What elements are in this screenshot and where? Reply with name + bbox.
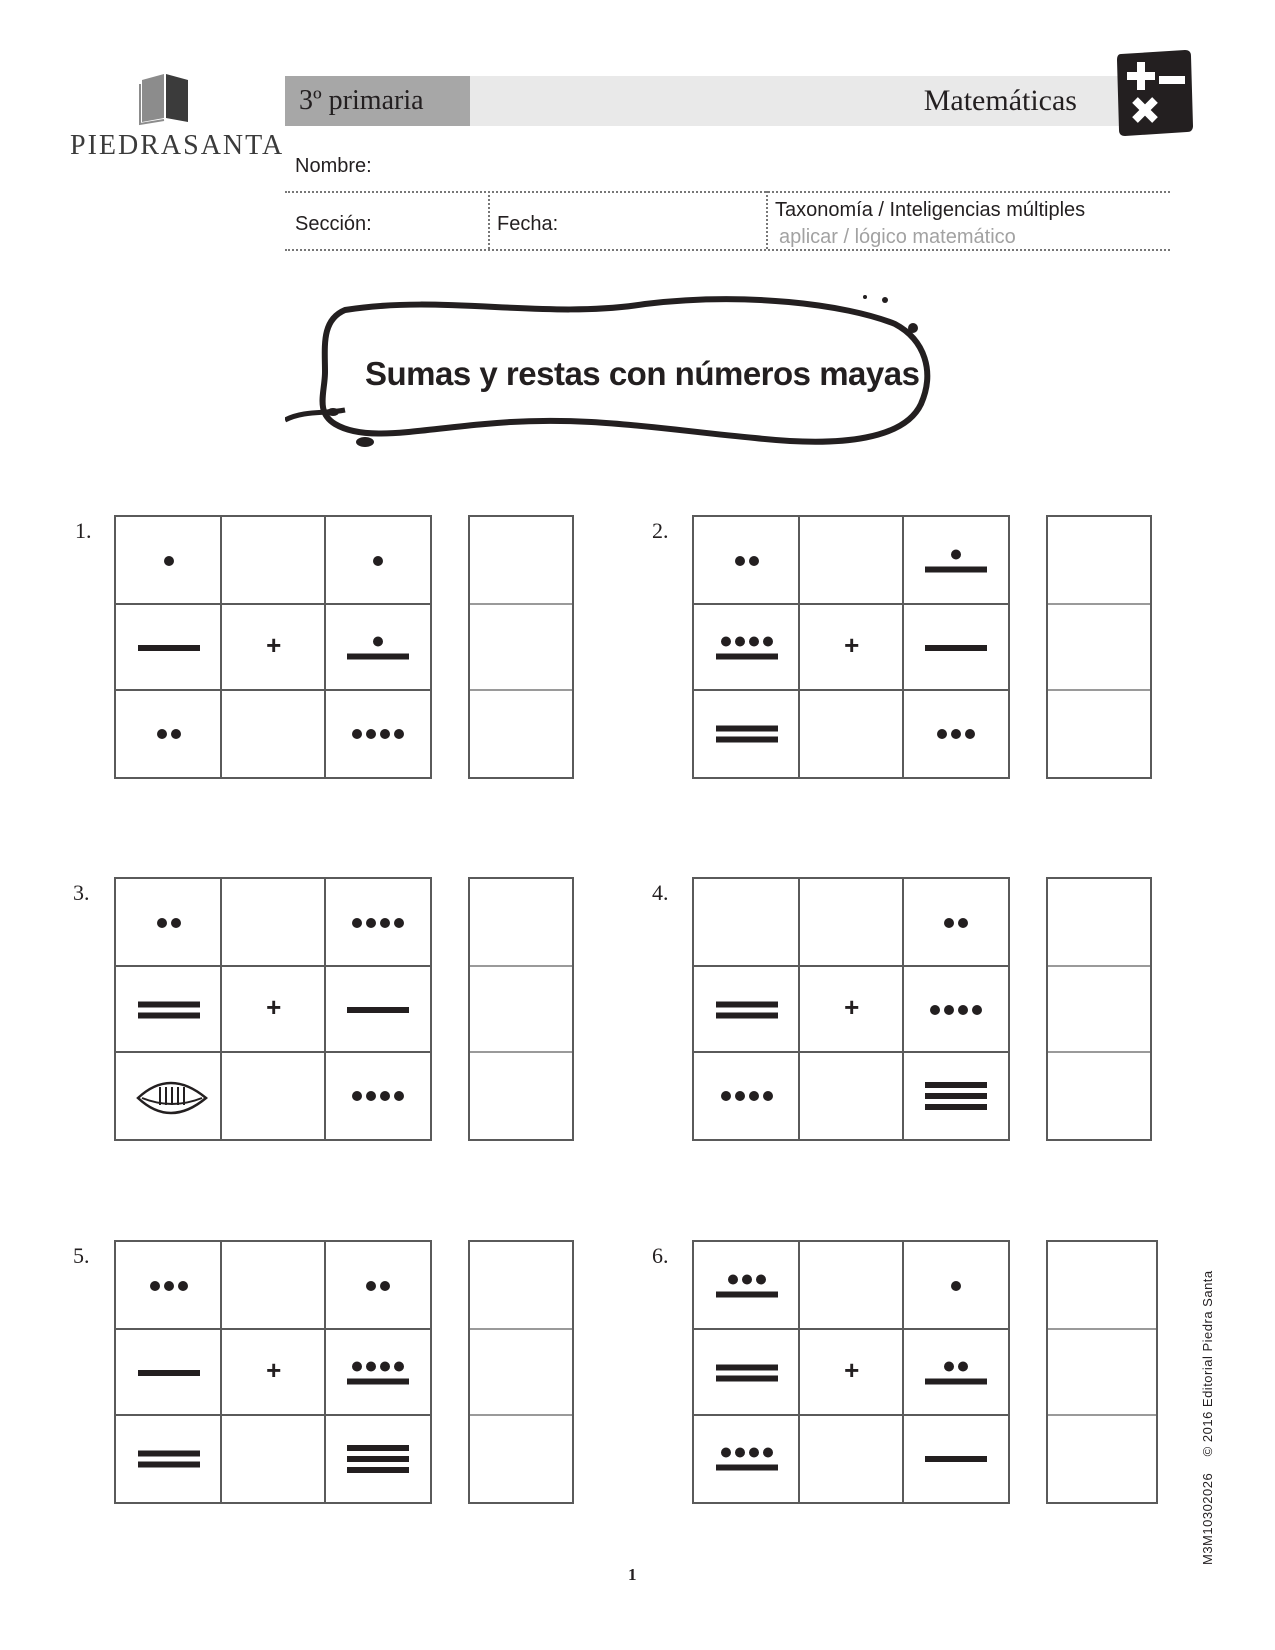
maya-cell-right <box>903 690 1009 778</box>
section-label: Sección: <box>295 213 372 235</box>
maya-dot <box>951 550 961 560</box>
maya-cell-left <box>116 1242 222 1330</box>
maya-cell-left <box>116 1329 222 1417</box>
exercise-3-grid <box>114 877 432 1141</box>
maya-dot <box>164 1281 174 1291</box>
maya-numeral-4 <box>694 1052 800 1140</box>
maya-dot <box>380 1361 390 1371</box>
maya-numeral-2 <box>116 879 222 967</box>
maya-numeral-15 <box>903 1052 1009 1140</box>
maya-dot <box>352 918 362 928</box>
maya-numeral-9 <box>694 1415 800 1503</box>
maya-dot <box>958 918 968 928</box>
answer-row-divider <box>470 603 572 605</box>
plus-operator: + <box>844 991 860 1022</box>
maya-numeral-10 <box>694 966 800 1054</box>
maya-dot <box>749 1091 759 1101</box>
maya-numeral-5 <box>116 604 222 692</box>
maya-cell-left <box>116 966 222 1054</box>
maya-dot <box>352 1361 362 1371</box>
maya-numeral-5 <box>903 1415 1009 1503</box>
maya-numeral-6 <box>325 604 431 692</box>
maya-cell-right <box>903 604 1009 692</box>
exercise-number: 1. <box>75 518 92 543</box>
exercise-number: 2. <box>652 518 669 543</box>
maya-numeral-2 <box>694 517 800 605</box>
maya-cell-left <box>694 517 800 605</box>
maya-bar <box>347 653 409 659</box>
answer-row-divider <box>470 965 572 967</box>
maya-dot <box>150 1281 160 1291</box>
maya-bar <box>347 1378 409 1384</box>
maya-numeral-9 <box>694 604 800 692</box>
maya-dot <box>352 1091 362 1101</box>
maya-dot <box>721 636 731 646</box>
maya-cell-right <box>325 1415 431 1503</box>
maya-dot <box>951 729 961 739</box>
maya-dot <box>965 729 975 739</box>
answer-row-divider <box>470 689 572 691</box>
maya-cell-right <box>903 1415 1009 1503</box>
plus-minus-times-icon <box>1113 50 1193 136</box>
maya-dot <box>394 1091 404 1101</box>
section-divider <box>488 191 490 249</box>
maya-numeral-3 <box>116 1242 222 1330</box>
maya-numeral-3 <box>903 690 1009 778</box>
maya-cell-right <box>325 517 431 605</box>
taxonomy-value: aplicar / lógico matemático <box>779 226 1016 248</box>
maya-dot <box>735 636 745 646</box>
maya-dot <box>749 556 759 566</box>
maya-dot <box>380 1091 390 1101</box>
maya-numeral-10 <box>116 1415 222 1503</box>
maya-cell-left <box>694 1415 800 1503</box>
grade-label: 3º primaria <box>285 76 470 126</box>
maya-dot <box>380 729 390 739</box>
page-number: 1 <box>628 1565 637 1584</box>
maya-cell-right <box>903 966 1009 1054</box>
exercise-4-grid <box>692 877 1010 1141</box>
exercise-number: 4. <box>652 880 669 905</box>
maya-dot <box>930 1005 940 1015</box>
maya-dot <box>373 556 383 566</box>
maya-cell-right <box>903 1052 1009 1140</box>
maya-bar <box>138 1001 200 1007</box>
maya-numeral-4 <box>325 690 431 778</box>
maya-bar <box>716 1364 778 1370</box>
maya-dot <box>728 1275 738 1285</box>
copyright-note <box>1200 1270 1215 1565</box>
maya-numeral-5 <box>116 1329 222 1417</box>
maya-dot <box>721 1091 731 1101</box>
plus-operator: + <box>266 629 282 660</box>
exercise-2-answer-box[interactable] <box>1046 515 1152 779</box>
maya-numeral-2 <box>116 690 222 778</box>
maya-dot <box>394 729 404 739</box>
maya-numeral-1 <box>903 1242 1009 1330</box>
maya-bar <box>716 653 778 659</box>
maya-bar <box>716 1012 778 1018</box>
publisher-logo-text: PIEDRASANTA <box>70 130 285 161</box>
maya-cell-left <box>694 879 800 967</box>
exercise-4-answer-box[interactable] <box>1046 877 1152 1141</box>
maya-bar <box>925 1104 987 1110</box>
maya-cell-left <box>694 966 800 1054</box>
plus-operator: + <box>844 1354 860 1385</box>
subject-label: Matemáticas <box>923 84 1077 117</box>
answer-row-divider <box>1048 1414 1156 1416</box>
maya-dot <box>721 1448 731 1458</box>
maya-bar <box>138 645 200 651</box>
maya-numeral-10 <box>116 966 222 1054</box>
exercise-1-answer-box[interactable] <box>468 515 574 779</box>
maya-cell-left <box>116 690 222 778</box>
maya-bar <box>138 1012 200 1018</box>
maya-bar <box>347 1467 409 1473</box>
exercise-5-answer-box[interactable] <box>468 1240 574 1504</box>
maya-bar <box>716 1465 778 1471</box>
maya-dot <box>394 918 404 928</box>
maya-dot <box>373 636 383 646</box>
maya-bar <box>925 1378 987 1384</box>
maya-cell-left <box>694 690 800 778</box>
maya-dot <box>972 1005 982 1015</box>
exercise-5-grid <box>114 1240 432 1504</box>
plus-operator: + <box>266 991 282 1022</box>
worksheet-title: Sumas y restas con números mayas <box>365 355 920 392</box>
maya-dot <box>366 1361 376 1371</box>
answer-row-divider <box>1048 1051 1150 1053</box>
maya-bar <box>347 1007 409 1013</box>
maya-numeral-4 <box>325 879 431 967</box>
plus-operator: + <box>266 1354 282 1385</box>
product-code: M3M10302026 <box>1200 1472 1215 1565</box>
maya-cell-left <box>694 1052 800 1140</box>
maya-cell-left <box>116 604 222 692</box>
exercise-number: 3. <box>73 880 90 905</box>
maya-dot <box>763 1448 773 1458</box>
maya-cell-right <box>325 690 431 778</box>
maya-cell-right <box>325 966 431 1054</box>
maya-cell-left <box>116 1415 222 1503</box>
maya-numeral-1 <box>116 517 222 605</box>
maya-dot <box>157 729 167 739</box>
maya-dot <box>366 1091 376 1101</box>
maya-numeral-5 <box>325 966 431 1054</box>
maya-cell-right <box>325 879 431 967</box>
exercise-number: 6. <box>652 1243 669 1268</box>
maya-bar <box>925 1093 987 1099</box>
maya-dot <box>944 1361 954 1371</box>
maya-numeral-5 <box>903 604 1009 692</box>
maya-numeral-4 <box>903 966 1009 1054</box>
maya-bar <box>925 1456 987 1462</box>
maya-cell-right <box>903 1329 1009 1417</box>
maya-numeral-7 <box>903 1329 1009 1417</box>
maya-cell-right <box>903 1242 1009 1330</box>
maya-dot <box>380 918 390 928</box>
maya-dot <box>937 729 947 739</box>
exercise-6-grid <box>692 1240 1010 1504</box>
maya-bar <box>925 567 987 573</box>
maya-dot <box>763 636 773 646</box>
maya-dot <box>735 556 745 566</box>
maya-dot <box>171 729 181 739</box>
maya-numeral-4 <box>325 1052 431 1140</box>
maya-numeral-8 <box>694 1242 800 1330</box>
maya-bar <box>716 1375 778 1381</box>
maya-dot <box>366 729 376 739</box>
maya-cell-right <box>325 1242 431 1330</box>
maya-dot <box>944 918 954 928</box>
maya-dot <box>951 1281 961 1291</box>
maya-cell-left <box>694 1242 800 1330</box>
exercise-1-grid <box>114 515 432 779</box>
maya-dot <box>756 1275 766 1285</box>
answer-row-divider <box>1048 603 1150 605</box>
maya-bar <box>138 1462 200 1468</box>
maya-bar <box>925 1082 987 1088</box>
maya-dot <box>735 1091 745 1101</box>
maya-bar <box>347 1445 409 1451</box>
maya-bar <box>716 726 778 732</box>
maya-cell-left <box>694 604 800 692</box>
plus-operator: + <box>844 629 860 660</box>
taxonomy-label: Taxonomía / Inteligencias múltiples <box>775 199 1086 221</box>
maya-dot <box>735 1448 745 1458</box>
subject-bar <box>470 76 1190 126</box>
maya-dot <box>352 729 362 739</box>
maya-numeral-10 <box>694 1329 800 1417</box>
maya-dot <box>366 918 376 928</box>
maya-numeral-2 <box>325 1242 431 1330</box>
maya-bar <box>925 645 987 651</box>
maya-cell-left <box>694 1329 800 1417</box>
maya-dot <box>178 1281 188 1291</box>
maya-cell-right <box>325 1329 431 1417</box>
maya-cell-right <box>325 1052 431 1140</box>
maya-cell-right <box>903 517 1009 605</box>
name-divider <box>285 191 1170 193</box>
maya-dot <box>749 636 759 646</box>
maya-cell-right <box>325 604 431 692</box>
maya-dot <box>958 1005 968 1015</box>
maya-dot <box>171 918 181 928</box>
maya-cell-right <box>903 879 1009 967</box>
maya-bar <box>716 737 778 743</box>
maya-bar <box>138 1451 200 1457</box>
form-bottom-divider <box>285 249 1170 251</box>
exercise-2-grid <box>692 515 1010 779</box>
answer-row-divider <box>1048 1328 1156 1330</box>
exercise-6-answer-box[interactable] <box>1046 1240 1158 1504</box>
maya-numeral-2 <box>903 879 1009 967</box>
maya-dot <box>164 556 174 566</box>
maya-numeral-9 <box>325 1329 431 1417</box>
date-label: Fecha: <box>497 213 559 235</box>
answer-row-divider <box>1048 965 1150 967</box>
maya-dot <box>763 1091 773 1101</box>
answer-row-divider <box>1048 689 1150 691</box>
maya-dot <box>944 1005 954 1015</box>
maya-bar <box>138 1370 200 1376</box>
maya-cell-left <box>116 517 222 605</box>
maya-dot <box>380 1281 390 1291</box>
maya-bar <box>347 1456 409 1462</box>
answer-row-divider <box>470 1051 572 1053</box>
maya-zero-shell-icon <box>116 1052 222 1140</box>
date-divider <box>766 191 768 249</box>
copyright-text: © 2016 Editorial Piedra Santa <box>1200 1270 1215 1457</box>
maya-numeral-1 <box>325 517 431 605</box>
maya-numeral-15 <box>325 1415 431 1503</box>
maya-cell-left <box>116 1052 222 1140</box>
exercise-3-answer-box[interactable] <box>468 877 574 1141</box>
maya-numeral-10 <box>694 690 800 778</box>
maya-bar <box>716 1292 778 1298</box>
answer-row-divider <box>470 1328 572 1330</box>
maya-bar <box>716 1001 778 1007</box>
maya-dot <box>394 1361 404 1371</box>
maya-dot <box>958 1361 968 1371</box>
name-label: Nombre: <box>295 155 372 177</box>
maya-dot <box>749 1448 759 1458</box>
maya-dot <box>157 918 167 928</box>
maya-numeral-6 <box>903 517 1009 605</box>
answer-row-divider <box>470 1414 572 1416</box>
maya-cell-left <box>116 879 222 967</box>
exercise-number: 5. <box>73 1243 90 1268</box>
maya-dot <box>366 1281 376 1291</box>
maya-dot <box>742 1275 752 1285</box>
